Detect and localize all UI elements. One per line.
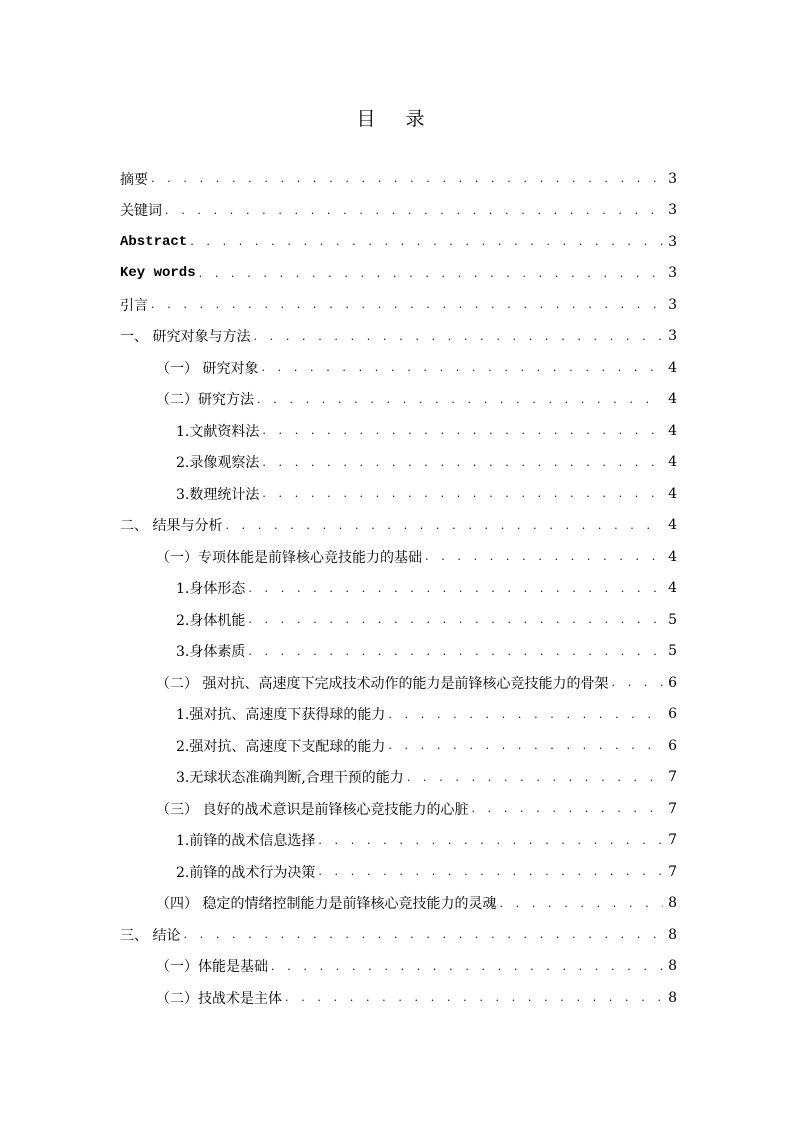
toc-entry-page: 5 [668,611,677,628]
toc-entry-label: 3.数理统计法 [176,486,260,503]
toc-entry-label: 1.强对抗、高速度下获得球的能力 [176,707,386,724]
toc-entry-label: 2.强对抗、高速度下支配球的能力 [176,738,386,755]
toc-leader-dots [318,834,663,847]
toc-leader-dots [261,361,663,374]
toc-entry-page: 7 [668,800,677,817]
toc-leader-dots [271,960,663,973]
toc-entry-label: 1.身体形态 [176,581,246,598]
toc-entry[interactable] [120,415,677,447]
toc-entry-page: 8 [668,958,677,975]
toc-leader-dots [471,802,663,815]
toc-entry-label: 1.文献资料法 [176,423,260,440]
toc-entry[interactable] [120,289,677,321]
toc-entry-page: 4 [668,422,677,439]
toc-entry[interactable] [120,258,677,290]
toc-entry-label: 摘要 [120,171,148,188]
toc-entry-label: （二） 强对抗、高速度下完成技术动作的能力是前锋核心竞技能力的骨架 [156,675,609,692]
toc-leader-dots [199,267,663,280]
toc-leader-dots [499,897,663,910]
toc-entry[interactable] [120,226,677,258]
toc-entry[interactable] [120,195,677,227]
toc-entry[interactable] [120,888,677,920]
toc-entry-label: （四） 稳定的情绪控制能力是前锋核心竞技能力的灵魂 [156,896,497,913]
toc-entry-page: 3 [668,296,677,313]
toc-leader-dots [318,865,663,878]
toc-entry-page: 8 [668,989,677,1006]
toc-entry-page: 7 [668,832,677,849]
toc-entry-page: 6 [668,674,677,691]
toc-leader-dots [248,582,663,595]
toc-entry[interactable] [120,982,677,1014]
toc-entry[interactable] [120,951,677,983]
toc-entry[interactable] [120,793,677,825]
toc-leader-dots [248,613,663,626]
toc-entry-label: （一） 研究对象 [156,360,259,377]
toc-entry[interactable] [120,352,677,384]
toc-entry-label: 2.身体机能 [176,612,246,629]
toc-leader-dots [190,235,663,248]
toc-entry[interactable] [120,856,677,888]
toc-leader-dots [425,550,663,563]
toc-entry-page: 3 [668,170,677,187]
toc-entry-label: 1.前锋的战术信息选择 [176,833,316,850]
toc-entry-page: 3 [668,202,677,219]
toc-entry[interactable] [120,321,677,353]
toc-leader-dots [285,991,663,1004]
toc-leader-dots [611,676,663,689]
toc-entry-page: 4 [668,359,677,376]
toc-entry-label: （一）体能是基础 [156,959,268,976]
toc-entry[interactable] [120,636,677,668]
toc-leader-dots [165,204,663,217]
toc-entry-label: 引言 [120,297,148,314]
toc-entry[interactable] [120,541,677,573]
toc-entry[interactable] [120,573,677,605]
toc-entry-page: 4 [668,454,677,471]
toc-leader-dots [388,739,663,752]
toc-entry-label: 二、 结果与分析 [120,518,223,535]
toc-leader-dots [248,645,663,658]
toc-entry-label: 一、 研究对象与方法 [120,329,251,346]
toc-entry[interactable] [120,163,677,195]
toc-entry-page: 5 [668,643,677,660]
toc-entry-label: （三） 良好的战术意识是前锋核心竞技能力的心脏 [156,801,469,818]
toc-leader-dots [151,298,663,311]
toc-leader-dots [225,519,663,532]
toc-entry-page: 3 [668,233,677,250]
toc-leader-dots [262,487,663,500]
toc-entry[interactable] [120,730,677,762]
toc-leader-dots [262,456,663,469]
toc-leader-dots [407,771,663,784]
toc-entry[interactable] [120,604,677,636]
toc-entry[interactable] [120,447,677,479]
toc-entry-label: （二）技战术是主体 [156,990,282,1007]
toc-entry-label: 关键词 [120,203,162,220]
toc-entry-label: 3.无球状态准确判断,合理干预的能力 [176,770,404,787]
toc-entry[interactable] [120,667,677,699]
toc-entry-label: 3.身体素质 [176,644,246,661]
toc-leader-dots [262,424,663,437]
toc-entry[interactable] [120,384,677,416]
toc-entry[interactable] [120,478,677,510]
toc-entry-page: 4 [668,548,677,565]
toc-entry-page: 4 [668,391,677,408]
toc-leader-dots [183,928,663,941]
toc-entry[interactable] [120,919,677,951]
toc-entry-page: 8 [668,926,677,943]
toc-entry[interactable] [120,510,677,542]
page-title: 目 录 [356,108,437,130]
toc-entry-page: 4 [668,485,677,502]
table-of-contents [120,163,677,1014]
toc-entry-page: 7 [668,863,677,880]
toc-leader-dots [388,708,663,721]
toc-entry-page: 4 [668,517,677,534]
toc-entry[interactable] [120,699,677,731]
toc-entry-page: 8 [668,895,677,912]
toc-entry-label: 三、 结论 [120,927,181,944]
toc-entry-page: 3 [668,265,677,282]
toc-entry-page: 6 [668,737,677,754]
toc-entry[interactable] [120,825,677,857]
toc-entry-page: 4 [668,580,677,597]
toc-entry-label: 2.录像观察法 [176,455,260,472]
toc-entry-label: 2.前锋的战术行为决策 [176,864,316,881]
toc-entry-page: 7 [668,769,677,786]
toc-leader-dots [151,172,663,185]
toc-entry[interactable] [120,762,677,794]
toc-leader-dots [257,393,663,406]
toc-entry-label: （二）研究方法 [156,392,254,409]
toc-entry-label: Abstract [120,233,188,250]
toc-entry-page: 3 [668,328,677,345]
toc-entry-label: （一）专项体能是前锋核心竞技能力的基础 [156,549,422,566]
toc-entry-page: 6 [668,706,677,723]
toc-entry-label: Key words [120,265,196,282]
toc-leader-dots [253,330,663,343]
